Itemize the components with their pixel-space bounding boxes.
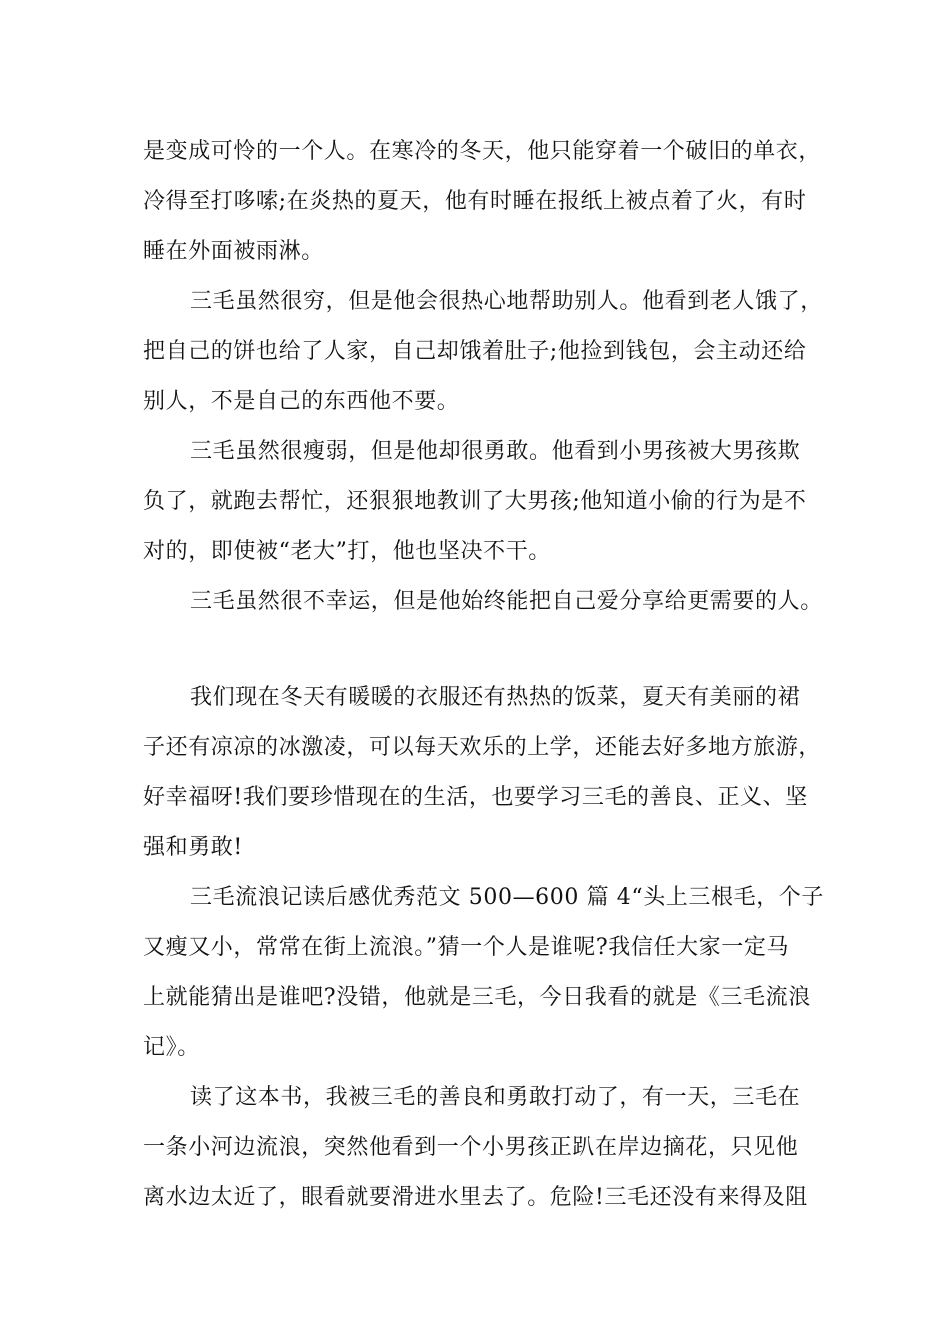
- text-line: 负了，就跑去帮忙，还狠狠地教训了大男孩;他知道小偷的行为是不: [143, 489, 807, 514]
- text-line: 睡在外面被雨淋。: [143, 239, 324, 264]
- text-line: 冷得至打哆嗦;在炎热的夏天，他有时睡在报纸上被点着了火，有时: [143, 189, 807, 214]
- text-line: 好幸福呀!我们要珍惜现在的生活，也要学习三毛的善良、正义、坚: [143, 785, 808, 810]
- text-line: 强和勇敢!: [143, 835, 243, 860]
- text-line: 三毛虽然很不幸运，但是他始终能把自己爱分享给更需要的人。: [190, 589, 823, 614]
- text-line: 是变成可怜的一个人。在寒冷的冬天，他只能穿着一个破旧的单衣，: [143, 139, 822, 164]
- text-line: 又瘦又小，常常在街上流浪。”猜一个人是谁呢?我信任大家一定马: [143, 935, 790, 960]
- text-line: 读了这本书，我被三毛的善良和勇敢打动了，有一天，三毛在: [190, 1085, 801, 1110]
- text-line: 三毛流浪记读后感优秀范文 500—600 篇 4“头上三根毛，个子: [190, 885, 825, 910]
- text-line: 离水边太近了，眼看就要滑进水里去了。危险!三毛还没有来得及阻: [143, 1185, 808, 1210]
- text-line: 对的，即使被“老大”打，他也坚决不干。: [143, 539, 551, 564]
- text-line: 三毛虽然很穷，但是他会很热心地帮助别人。他看到老人饿了，: [190, 289, 823, 314]
- text-line: 三毛虽然很瘦弱，但是他却很勇敢。他看到小男孩被大男孩欺: [190, 439, 801, 464]
- text-line: 一条小河边流浪，突然他看到一个小男孩正趴在岸边摘花，只见他: [143, 1135, 799, 1160]
- text-line: 子还有凉凉的冰激凌，可以每天欢乐的上学，还能去好多地方旅游，: [143, 735, 822, 760]
- text-line: 记》。: [143, 1035, 200, 1060]
- text-line: 我们现在冬天有暖暖的衣服还有热热的饭菜，夏天有美丽的裙: [190, 685, 801, 710]
- text-line: 把自己的饼也给了人家，自己却饿着肚子;他捡到钱包，会主动还给: [143, 339, 807, 364]
- text-line: 别人，不是自己的东西他不要。: [143, 389, 460, 414]
- text-line: 上就能猜出是谁吧?没错，他就是三毛，今日我看的就是《三毛流浪: [143, 985, 811, 1010]
